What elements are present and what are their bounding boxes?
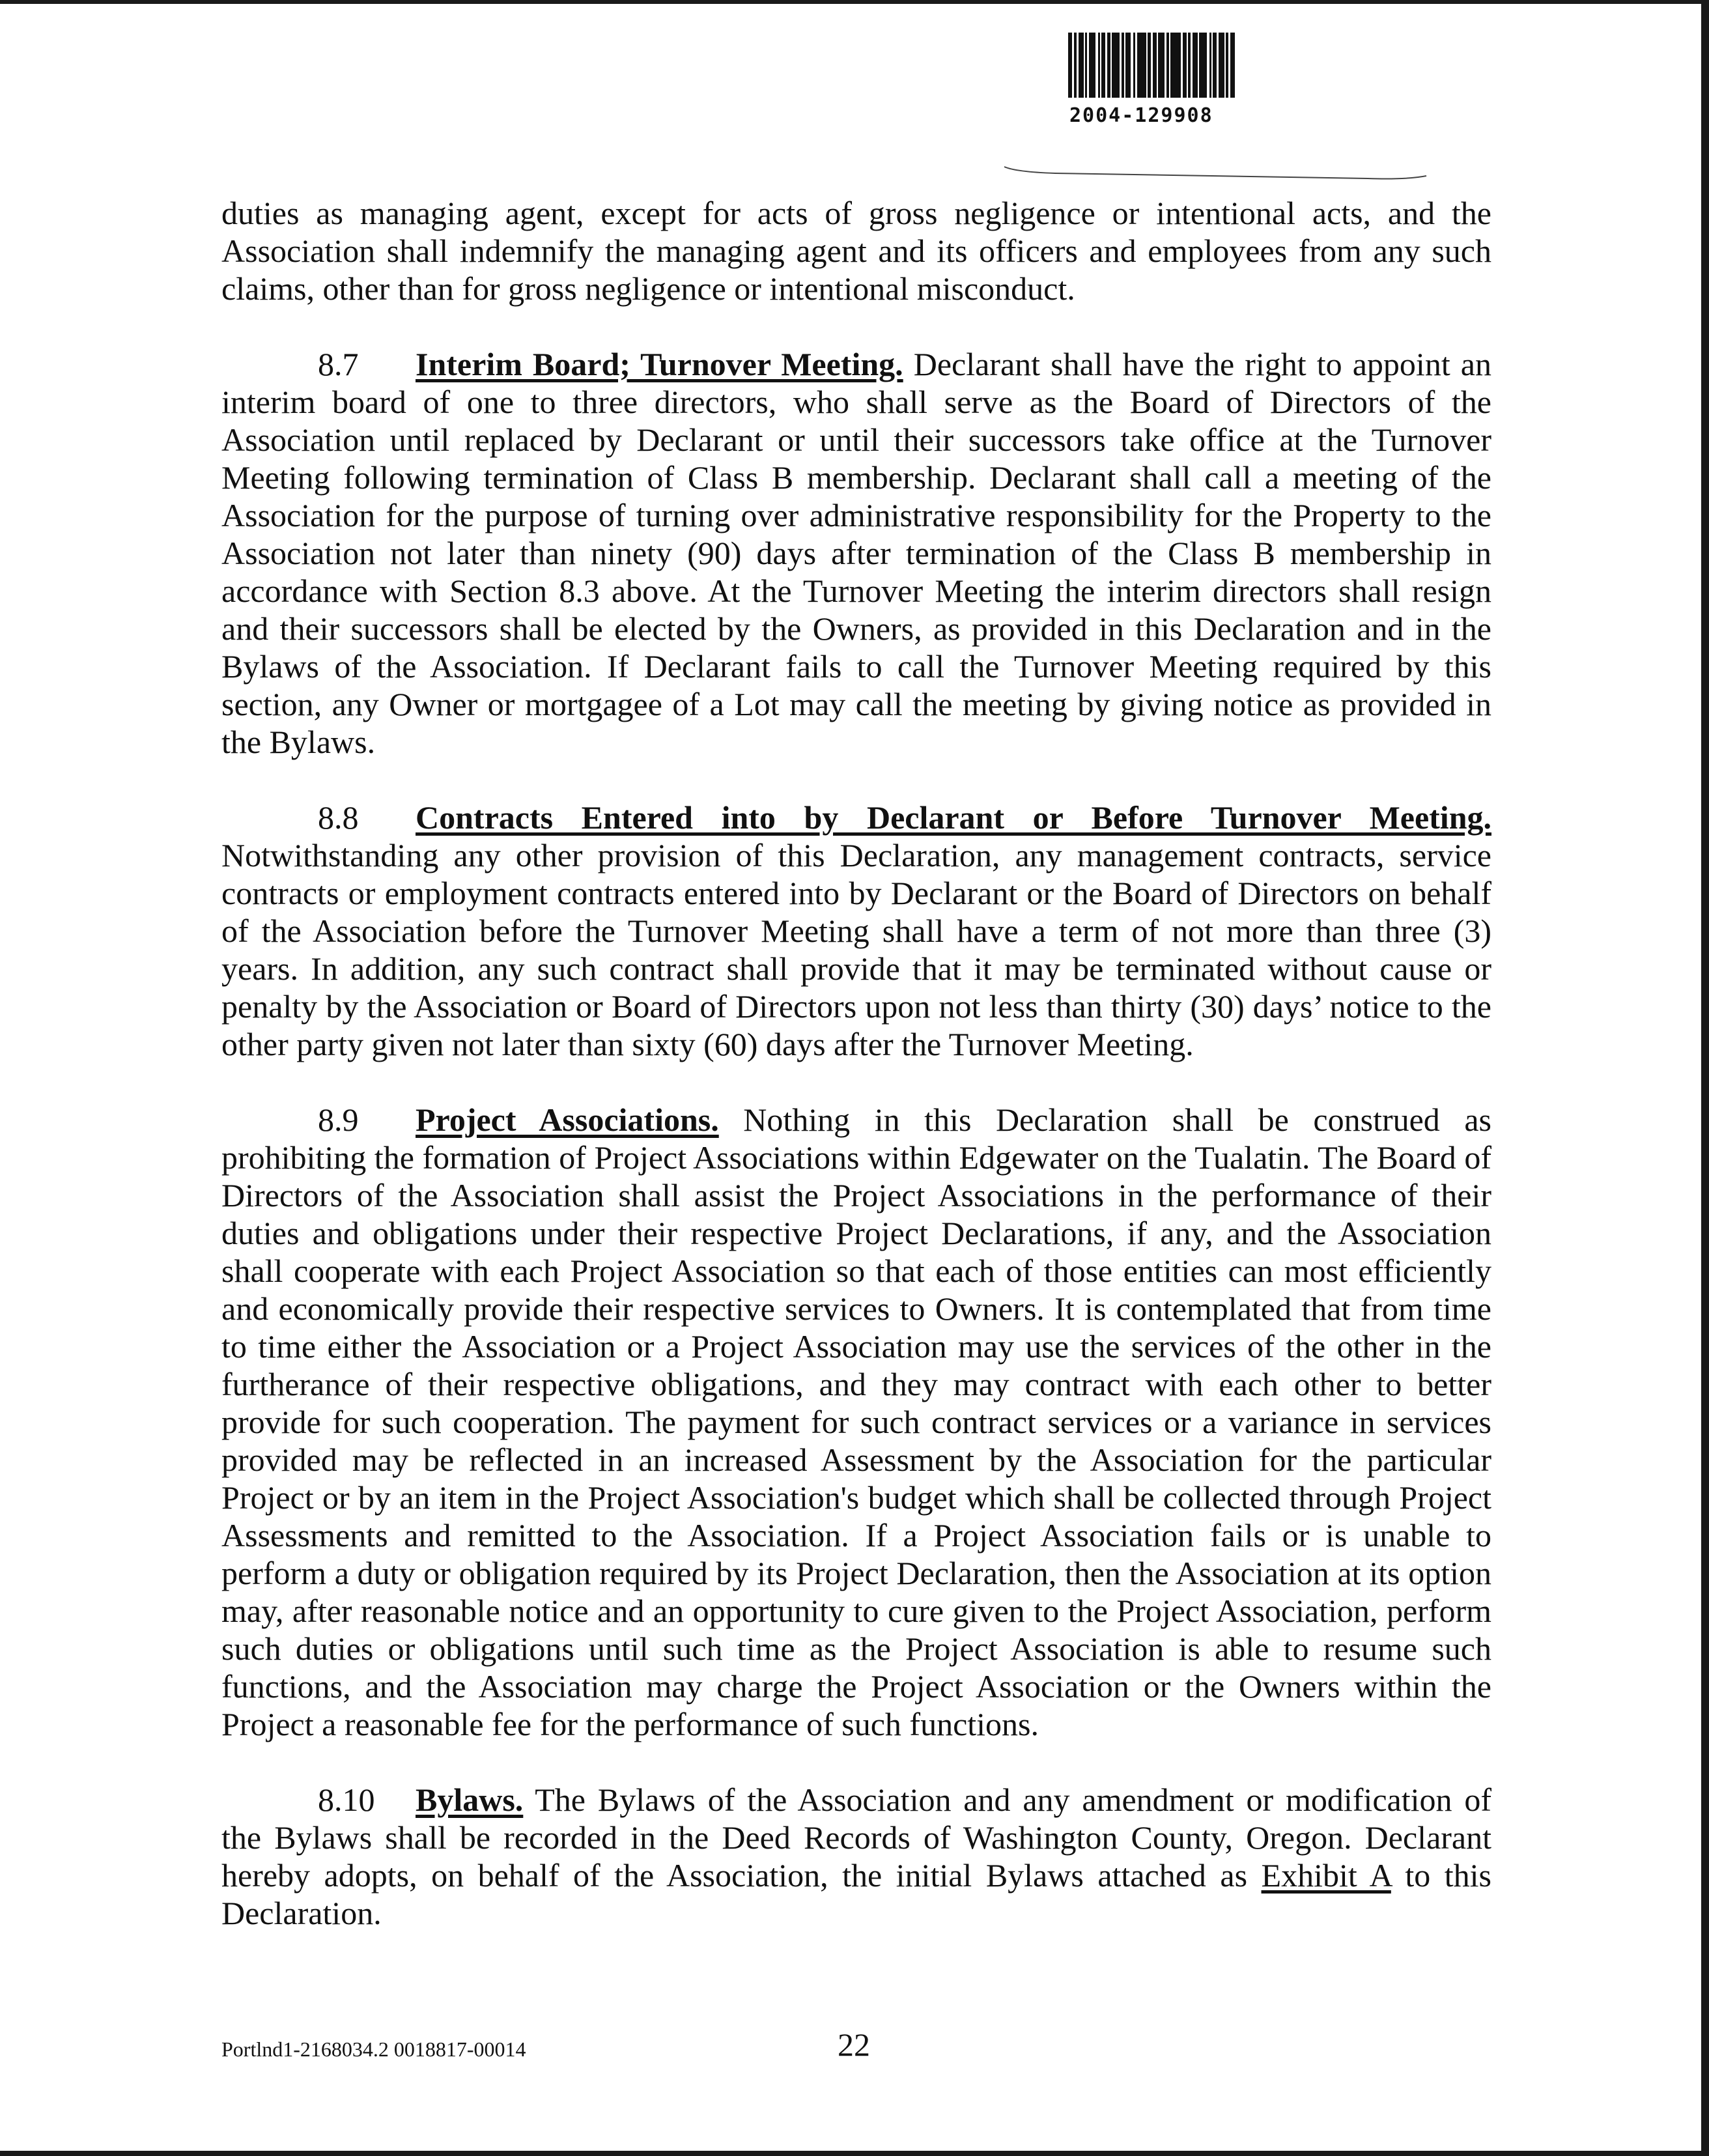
section-number: 8.8 bbox=[318, 799, 359, 836]
section-body: Declarant shall have the right to appoint an interim board of one to three directors, who shall serve as the Board of Directors of the Association until replaced by Declarant or until their successors take office at the Turnover Meeting following termination of Class B membership. Declarant shall call a meeting of the Association for the purpose of turning over administrative responsibility for the Property to the Association not later than ninety (90) days after termination of the Class B membership in accordance with Section 8.3 above. At the Turnover Meeting the interim directors shall resign and their successors shall be elected by the Owners, as provided in this Declaration and in the Bylaws of the Association. If Declarant fails to call the Turnover Meeting required by this section, any Owner or mortgagee of a Lot may call the meeting by giving notice as provided in the Bylaws. bbox=[221, 346, 1491, 760]
section-8-10 bbox=[221, 1781, 1491, 1932]
section-title: Interim Board; Turnover Meeting. bbox=[416, 346, 903, 382]
section-title: Contracts Entered into by Declarant or Before Turnover Meeting. bbox=[416, 799, 1491, 836]
document-body bbox=[221, 194, 1491, 1932]
barcode-graphic bbox=[1068, 33, 1368, 101]
scan-edge-right bbox=[1701, 0, 1709, 2156]
page-number: 22 bbox=[838, 2026, 870, 2063]
section-body: Notwithstanding any other provision of this Declaration, any management contracts, service contracts or employment contracts entered into by Declarant or the Board of Directors on behalf of the Association before the Turnover Meeting shall have a term of not more than three (3) years. In addition, any such contract shall provide that it may be terminated without cause or penalty by the Association or Board of Directors upon not less than thirty (30) days’ notice to the other party given not later than sixty (60) days after the Turnover Meeting. bbox=[221, 837, 1491, 1062]
section-8-8 bbox=[221, 799, 1491, 1063]
section-body-end: to this Declaration. bbox=[221, 1857, 1492, 1931]
recording-barcode bbox=[1068, 33, 1368, 130]
section-number: 8.9 bbox=[318, 1101, 359, 1138]
paragraph-intro: duties as managing agent, except for acts of gross negligence or intentional acts, and the Association shall indemnify the managing agent and its officers and employees from any such claims, other than for gross negligence or intentional misconduct. bbox=[221, 195, 1491, 307]
section-title: Bylaws. bbox=[416, 1781, 524, 1818]
section-title: Project Associations. bbox=[416, 1101, 719, 1138]
recording-stamp-line bbox=[1003, 163, 1433, 189]
section-body: Nothing in this Declaration shall be construed as prohibiting the formation of Project Associations within Edgewater on the Tualatin. The Board of Directors of the Association shall assist the Project Associations in the performance of their duties and obligations under their respective Project Declarations, if any, and the Association shall cooperate with each Project Association so that each of those entities can most efficiently and economically provide their respective services to Owners. It is contemplated that from time to time either the Association or a Project Association may use the services of the other in the furtherance of their respective obligations, and they may contract with each other to better provide for such cooperation. The payment for such contract services or a variance in services provided may be reflected in an increased Assessment by the Association for the particular Project or by an item in the Project Association's budget which shall be collected through Project Assessments and remitted to the Association. If a Project Association fails or is unable to perform a duty or obligation required by its Project Declaration, then the Association at its option may, after reasonable notice and an opportunity to cure given to the Project Association, perform such duties or obligations until such time as the Project Association is able to resume such functions, and the Association may charge the Project Association or the Owners within the Project a reasonable fee for the performance of such functions. bbox=[221, 1101, 1491, 1742]
scan-edge-top bbox=[0, 0, 1709, 4]
barcode-number: 2004-129908 bbox=[1069, 104, 1213, 127]
section-number: 8.10 bbox=[318, 1781, 375, 1818]
exhibit-reference: Exhibit A bbox=[1261, 1857, 1391, 1894]
section-number: 8.7 bbox=[318, 346, 359, 382]
section-body: The Bylaws of the Association and any amendment or modification of the Bylaws shall be recorded in the Deed Records of Washington County, Oregon. Declarant hereby adopts, on behalf of the Association, the initial Bylaws attached as bbox=[221, 1781, 1491, 1894]
section-8-9 bbox=[221, 1101, 1491, 1743]
footer-document-id: Portlnd1-2168034.2 0018817-00014 bbox=[221, 2037, 526, 2061]
scan-edge-bottom bbox=[0, 2151, 1709, 2156]
section-8-7 bbox=[221, 345, 1491, 761]
